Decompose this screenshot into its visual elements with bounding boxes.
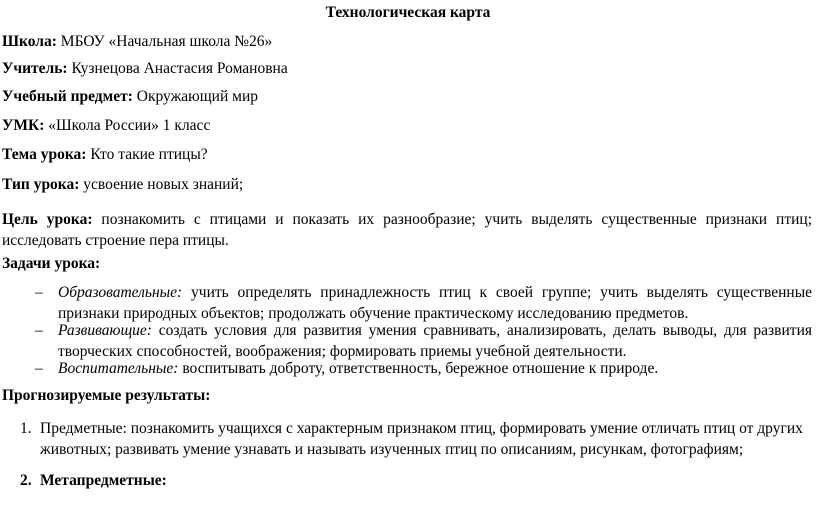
task-text: создать условия для развития умения сравнивать, анализировать, делать выводы, для развития творческих способностей, воображения; формировать приемы учебной деятельности. (58, 322, 812, 360)
goal-paragraph (2, 209, 812, 251)
results-heading: Прогнозируемые результаты: (2, 387, 211, 404)
tasks-heading: Задачи урока: (2, 255, 101, 272)
subject-line (2, 87, 258, 107)
umk-value: «Школа России» 1 класс (44, 117, 211, 134)
goal-label: Цель урока: (2, 211, 93, 228)
school-label: Школа: (2, 33, 57, 50)
document-title: Технологическая карта (325, 4, 491, 21)
list-number: 2. (20, 472, 32, 489)
task-label: Образовательные: (58, 284, 183, 301)
subject-value: Окружающий мир (132, 88, 258, 105)
umk-line (2, 116, 210, 136)
topic-value: Кто такие птицы? (86, 146, 208, 163)
dash-bullet: – (35, 322, 43, 339)
school-value: МБОУ «Начальная школа №26» (56, 33, 273, 50)
task-text: учить определять принадлежность птиц к своей группе; учить выделять существенные признаки природных объектов; продолжать обучение практическому исследованию предметов. (58, 284, 812, 322)
umk-label: УМК: (2, 117, 45, 134)
goal-value: познакомить с птицами и показать их разнообразие; учить выделять существенные признаки птиц; исследовать строение пера птицы. (2, 211, 813, 249)
task-item-developmental (35, 320, 812, 362)
lesson-type-line (2, 175, 243, 195)
topic-label: Тема урока: (2, 146, 87, 163)
list-number: 1. (20, 420, 32, 437)
task-item-educational (35, 282, 812, 324)
teacher-label: Учитель: (2, 60, 68, 77)
task-item-upbringing (35, 358, 812, 379)
lesson-type-label: Тип урока: (2, 176, 80, 193)
task-label: Развивающие: (58, 322, 152, 339)
result-item-subject (20, 418, 812, 460)
topic-line (2, 145, 208, 165)
task-text: воспитывать доброту, ответственность, бережное отношение к природе. (178, 360, 659, 377)
school-line (2, 32, 272, 52)
teacher-value: Кузнецова Анастасия Романовна (67, 60, 288, 77)
result-text: Предметные: познакомить учащихся с характерным признаком птиц, формировать умение отличать птиц от других животных; развивать умение узнавать и называть изученных птиц по описаниям, рисункам, фотографиям; (40, 420, 803, 458)
result-text: Метапредметные: (40, 472, 167, 489)
teacher-line (2, 59, 288, 79)
dash-bullet: – (35, 360, 43, 377)
task-label: Воспитательные: (58, 360, 179, 377)
dash-bullet: – (35, 284, 43, 301)
lesson-type-value: усвоение новых знаний; (79, 176, 244, 193)
result-item-metasubject (20, 470, 812, 491)
subject-label: Учебный предмет: (2, 88, 133, 105)
